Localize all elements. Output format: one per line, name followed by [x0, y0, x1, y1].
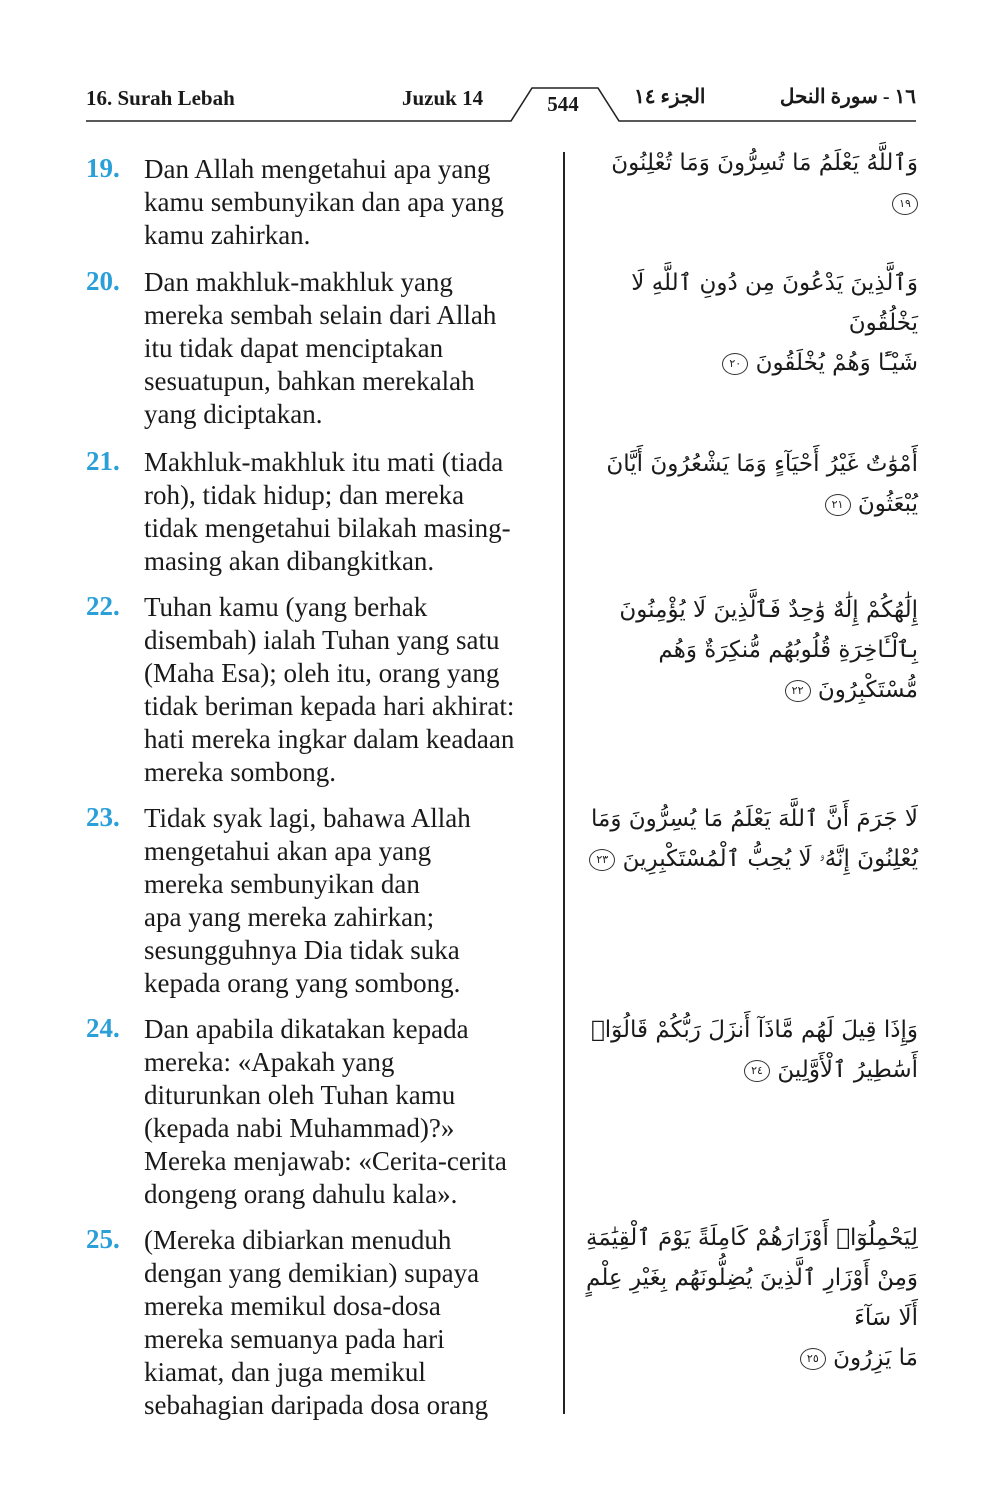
arabic-line — [578, 484, 918, 524]
verse-text-line: roh), tidak hidup; dan mereka — [144, 480, 465, 510]
verse-text-line: mengetahui akan apa yang — [144, 836, 432, 866]
verse-number: 24. — [86, 1013, 120, 1043]
arabic-line — [578, 143, 918, 223]
verse-text-line: kamu sembunyikan dan apa yang — [144, 187, 504, 217]
verse-text-line: Mereka menjawab: «Cerita-cerita — [144, 1146, 507, 1176]
verse-text-line: tidak beriman kepada hari akhirat: — [144, 691, 515, 721]
ayah-end-marker: ٢٤ — [744, 1060, 770, 1082]
ayah-end-marker: ٢٠ — [722, 353, 748, 375]
verse-text-line: disembah) ialah Tuhan yang satu — [144, 625, 500, 655]
verse-text-line: masing akan dibangkitkan. — [144, 546, 435, 576]
ayah-end-marker: ٢١ — [825, 494, 851, 516]
verse-text-line: itu tidak dapat menciptakan — [144, 333, 444, 363]
arabic-line — [578, 630, 918, 670]
verse-arabic — [578, 143, 918, 223]
arabic-line — [578, 343, 918, 383]
verse-text — [144, 153, 564, 252]
arabic-line-text: وَٱللَّهُ يَعْلَمُ مَا تُسِرُّونَ وَمَا تُعْلِنُونَ — [611, 150, 918, 176]
arabic-line-text: يُعْلِنُونَ إِنَّهُۥ لَا يُحِبُّ ٱلْمُسْتَكْبِرِينَ — [622, 846, 918, 872]
arabic-line-text: لِيَحْمِلُوٓا۟ أَوْزَارَهُمْ كَامِلَةً يَوْمَ ٱلْقِيَٰمَةِ — [586, 1225, 918, 1251]
arabic-line — [578, 1010, 918, 1050]
verse-text-line: yang diciptakan. — [144, 399, 323, 429]
verse-text — [144, 266, 564, 431]
arabic-line-text: يُبْعَثُونَ — [857, 491, 918, 517]
arabic-line — [578, 799, 918, 839]
verse-text-line: mereka semuanya pada hari — [144, 1324, 445, 1354]
verse-text-line: Tidak syak lagi, bahawa Allah — [144, 803, 471, 833]
verse-text — [144, 1013, 564, 1211]
arabic-line-text: وَٱلَّذِينَ يَدْعُونَ مِن دُونِ ٱللَّهِ لَا يَخْلُقُونَ — [631, 270, 918, 336]
verse-text-line: (Mereka dibiarkan menuduh — [144, 1225, 452, 1255]
verse-number: 22. — [86, 591, 120, 621]
arabic-line — [578, 1338, 918, 1378]
arabic-line — [578, 263, 918, 343]
verse-number: 25. — [86, 1224, 120, 1254]
verse-text-line: Makhluk-makhluk itu mati (tiada — [144, 447, 504, 477]
arabic-line — [578, 839, 918, 879]
verse-text — [144, 802, 564, 1000]
verse-text — [144, 1224, 564, 1422]
arabic-line-text: وَمِنْ أَوْزَارِ ٱلَّذِينَ يُضِلُّونَهُم بِغَيْرِ عِلْمٍ أَلَا سَآءَ — [586, 1265, 918, 1331]
verse-text-line: Tuhan kamu (yang berhak — [144, 592, 428, 622]
arabic-line-text: أَمْوَٰتٌ غَيْرُ أَحْيَآءٍ وَمَا يَشْعُرُونَ أَيَّانَ — [606, 451, 918, 477]
verse-text-line: (kepada nabi Muhammad)?» — [144, 1113, 455, 1143]
arabic-line-text: إِلَٰهُكُمْ إِلَٰهٌ وَٰحِدٌ فَٱلَّذِينَ لَا يُؤْمِنُونَ — [619, 597, 918, 623]
verse-text-line: (Maha Esa); oleh itu, orang yang — [144, 658, 500, 688]
arabic-line-text: شَيْـًٔا وَهُمْ يُخْلَقُونَ — [755, 350, 918, 376]
verse-number: 23. — [86, 802, 120, 832]
verse-arabic — [578, 263, 918, 383]
arabic-line — [578, 670, 918, 710]
verse-text-line: Dan Allah mengetahui apa yang — [144, 154, 491, 184]
arabic-line — [578, 444, 918, 484]
verse-text-line: dongeng orang dahulu kala». — [144, 1179, 458, 1209]
arabic-line-text: مُّسْتَكْبِرُونَ — [817, 677, 918, 703]
verse-number: 20. — [86, 266, 120, 296]
verse-text-line: Dan apabila dikatakan kepada — [144, 1014, 469, 1044]
arabic-line-text: مَا يَزِرُونَ — [833, 1345, 918, 1371]
ayah-end-marker: ٢٥ — [800, 1348, 826, 1370]
verse-text-line: dengan yang demikian) supaya — [144, 1258, 480, 1288]
juzuk-label: Juzuk 14 — [402, 86, 484, 110]
arabic-line — [578, 1258, 918, 1338]
surah-title-latin: 16. Surah Lebah — [86, 86, 235, 110]
verse-text — [144, 446, 564, 578]
verse-text-line: sesuatupun, bahkan merekalah — [144, 366, 475, 396]
verse-text-line: kepada orang yang sombong. — [144, 968, 461, 998]
verse-arabic — [578, 799, 918, 879]
verse-text-line: kiamat, dan juga memikul — [144, 1357, 426, 1387]
arabic-line — [578, 590, 918, 630]
verse-text-line: kamu zahirkan. — [144, 220, 311, 250]
verse-text-line: Dan makhluk-makhluk yang — [144, 267, 453, 297]
page-number: 544 — [547, 92, 579, 116]
verse-text — [144, 591, 564, 789]
arabic-line-text: لَا جَرَمَ أَنَّ ٱللَّهَ يَعْلَمُ مَا يُسِرُّونَ وَمَا — [591, 806, 918, 832]
arabic-line-text: وَإِذَا قِيلَ لَهُم مَّاذَآ أَنزَلَ رَبُّكُمْ قَالُوٓا۟ — [590, 1017, 918, 1043]
verse-text-line: tidak mengetahui bilakah masing- — [144, 513, 511, 543]
arabic-line-text: بِٱلْـَٔاخِرَةِ قُلُوبُهُم مُّنكِرَةٌ وَهُم — [658, 637, 918, 663]
verse-text-line: hati mereka ingkar dalam keadaan — [144, 724, 515, 754]
arabic-line — [578, 1218, 918, 1258]
ayah-end-marker: ٢٣ — [589, 849, 615, 871]
juz-label-arabic: الجزء ١٤ — [634, 86, 706, 108]
verse-text-line: diturunkan oleh Tuhan kamu — [144, 1080, 456, 1110]
verse-text-line: mereka sembunyikan dan — [144, 869, 420, 899]
verse-text-line: sebahagian daripada dosa orang — [144, 1390, 489, 1420]
verse-text-line: apa yang mereka zahirkan; — [144, 902, 435, 932]
surah-title-arabic: ١٦ - سورة النحل — [779, 86, 916, 108]
verse-text-line: mereka sembah selain dari Allah — [144, 300, 497, 330]
page-header — [86, 84, 916, 124]
verse-text-line: mereka memikul dosa-dosa — [144, 1291, 441, 1321]
verse-number: 21. — [86, 446, 120, 476]
ayah-end-marker: ١٩ — [892, 193, 918, 215]
verse-arabic — [578, 444, 918, 524]
verse-arabic — [578, 1010, 918, 1090]
ayah-end-marker: ٢٢ — [785, 680, 811, 702]
arabic-line-text: أَسَٰطِيرُ ٱلْأَوَّلِينَ — [777, 1057, 918, 1083]
verse-number: 19. — [86, 153, 120, 183]
verse-text-line: sesungguhnya Dia tidak suka — [144, 935, 460, 965]
verse-arabic — [578, 590, 918, 710]
verse-text-line: mereka sombong. — [144, 757, 336, 787]
verse-text-line: mereka: «Apakah yang — [144, 1047, 395, 1077]
arabic-line — [578, 1050, 918, 1090]
verse-arabic — [578, 1218, 918, 1378]
